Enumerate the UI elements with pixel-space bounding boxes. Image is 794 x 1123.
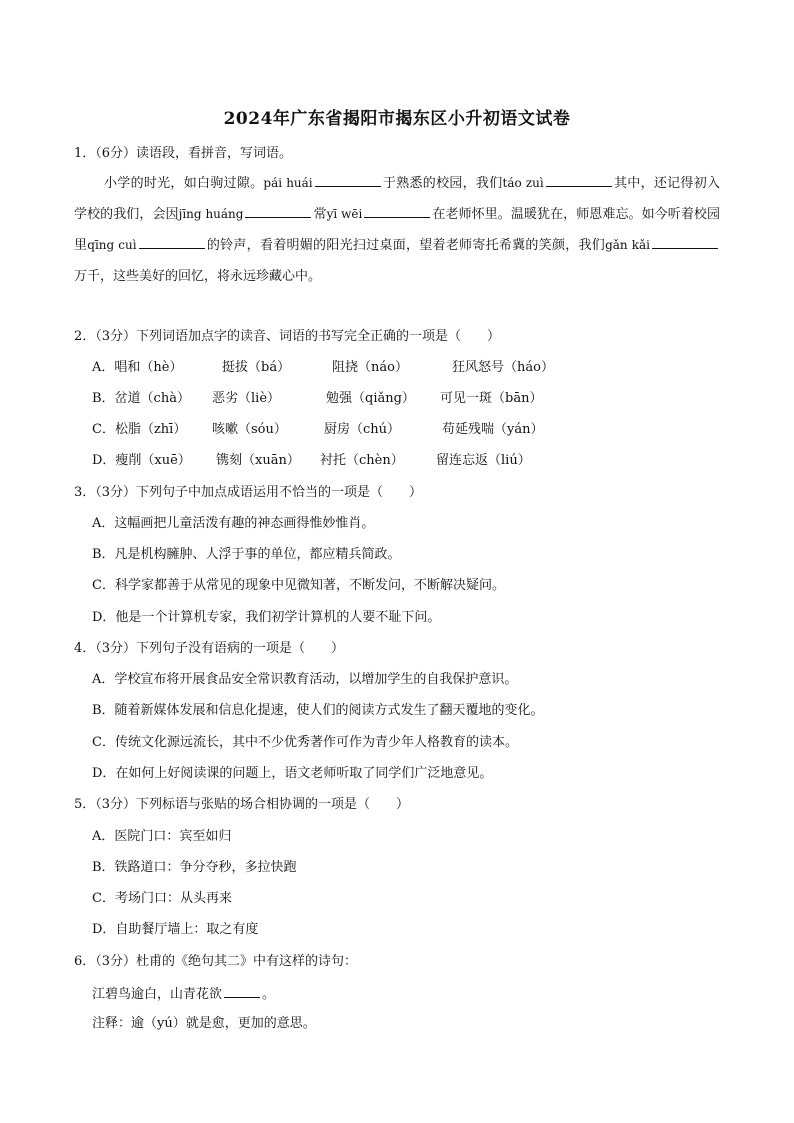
q6-heading: 6．（3分）杜甫的《绝句其二》中有这样的诗句： [74,954,358,969]
page-title: 2024年广东省揭阳市揭东区小升初语文试卷 [223,109,571,129]
q4-heading: 4．（3分）下列句子没有语病的一项是（ ） [74,641,345,656]
q4-option-b[interactable]: B．随着新媒体发展和信息化提速，使人们的阅读方式发生了翻天覆地的变化。 [92,703,544,718]
answer-blank-2[interactable] [546,174,612,187]
q4-option-d[interactable]: D．在如何上好阅读课的问题上，语文老师听取了同学们广泛地意见。 [92,766,493,781]
q5-heading: 5．（3分）下列标语与张贴的场合相协调的一项是（ ） [74,797,410,812]
pinyin-1: pái huái [263,176,313,190]
q3-option-d[interactable]: D．他是一个计算机专家，我们初学计算机的人要不耻下问。 [92,610,441,625]
q3-option-c[interactable]: C．科学家都善于从常见的现象中见微知著，不断发问，不断解决疑问。 [92,578,505,593]
poem-answer-blank[interactable] [224,985,260,998]
pinyin-5: qīng cuì [87,238,137,252]
answer-blank-3[interactable] [245,205,311,218]
q4-option-a[interactable]: A．学校宣布将开展食品安全常识教育活动，以增加学生的自我保护意识。 [92,672,518,687]
pinyin-2: táo zuì [502,176,544,190]
q6-note: 注释：逾（yú）就是愈，更加的意思。 [92,1016,316,1031]
q3-heading: 3．（3分）下列句子中加点成语运用不恰当的一项是（ ） [74,485,423,500]
q5-option-d[interactable]: D．自助餐厅墙上：取之有度 [92,922,259,937]
q6-poem-line: 江碧鸟逾白，山青花欲 。 [92,987,276,1002]
answer-blank-5[interactable] [139,236,205,249]
q1-heading: 1．（6分）读语段，看拼音，写词语。 [74,146,293,161]
answer-blank-6[interactable] [652,236,718,249]
pinyin-3: jīng huáng [178,207,244,221]
answer-blank-4[interactable] [364,205,430,218]
q3-option-a[interactable]: A．这幅画把儿童活泼有趣的神态画得惟妙惟肖。 [92,516,375,531]
q1-passage: 小学的时光，如白驹过隙。pái huái 于熟悉的校园，我们táo zuì 其中，还记得初入学校的我们，会因jīng huáng 常yī wēi 在老师怀里。温暖犹在，师恩难忘。如今听着校园里qīng cuì 的铃声，看着明媚的阳光扫过桌面，望着老师寄托希冀的笑颜，我们gǎn kǎi万千，这些美好的回忆，将永远珍藏心中。 [74,176,720,284]
q5-option-b[interactable]: B．铁路道口：争分夺秒，多拉快跑 [92,860,297,875]
q5-option-a[interactable]: A．医院门口：宾至如归 [92,829,232,844]
pinyin-4: yī wēi [326,207,363,221]
pinyin-6: gǎn kǎi [605,238,650,252]
answer-blank-1[interactable] [315,174,381,187]
q3-option-b[interactable]: B．凡是机构臃肿、人浮于事的单位，都应精兵简政。 [92,547,401,562]
q4-option-c[interactable]: C．传统文化源远流长，其中不少优秀著作可作为青少年人格教育的读本。 [92,735,518,750]
q5-option-c[interactable]: C．考场门口：从头再来 [92,891,232,906]
exam-page: 2024年广东省揭阳市揭东区小升初语文试卷 1．（6分）读语段，看拼音，写词语。 小学的时光，如白驹过隙。pái huái 于熟悉的校园，我们táo zuì 其中，还记得初入学校的我们，会因jīng huáng 常yī wēi 在老师怀里。温暖犹在，师恩难忘。如今听着校园里qīng cuì 的铃声，看着明媚的阳光扫过桌面，望着老师寄托希冀的笑颜，我们gǎn kǎi万千，这些美好的回忆，将永远珍藏心中。 2．（3分）下列词语加点字的读音、词语的书写完全正确的一项是（ ） A．唱和（hè） 挺拔（bá） 阻挠（náo） 狂风怒号（háo） B．岔道（chà） 恶劣（liè） 勉强（qiǎng） 可见一斑（bān） C．松脂（zhī） 咳嗽（sóu） 厨房（chú） 苟延残喘（yán） D．瘦削（xuē） 镌刻（xuān） 衬托（chèn） 留连忘返（liú） 3．（3分）下列句子中加点成语运用不恰当的一项是（ ） A．这幅画把儿童活泼有趣的神态画得惟妙惟肖。 B．凡是机构臃肿、人浮于事的单位，都应精兵简政。 C．科学家都善于从常见的现象中见微知著，不断发问，不断解决疑问。 D．他是一个计算机专家，我们初学计算机的人要不耻下问。 4．（3分）下列句子没有语病的一项是（ ） A．学校宣布将开展食品安全常识教育活动，以增加学生的自我保护意识。 B．随着新媒体发展和信息化提速，使人们的阅读方式发生了翻天覆地的变化。 C．传统文化源远流长，其中不少优秀著作可作为青少年人格教育的读本。 D．在如何上好阅读课的问题上，语文老师听取了同学们广泛地意见。 5．（3分）下列标语与张贴的场合相协调的一项是（ ） A．医院门口：宾至如归 B．铁路道口：争分夺秒，多拉快跑 C．考场门口：从头再来 D．自助餐厅墙上：取之有度 6．（3分）杜甫的《绝句其二》中有这样的诗句： 江碧鸟逾白，山青花欲 。 注释：逾（yú）就是愈，更加的意思。 [0,0,794,1123]
q2-heading: 2．（3分）下列词语加点字的读音、词语的书写完全正确的一项是（ ） [74,329,501,344]
